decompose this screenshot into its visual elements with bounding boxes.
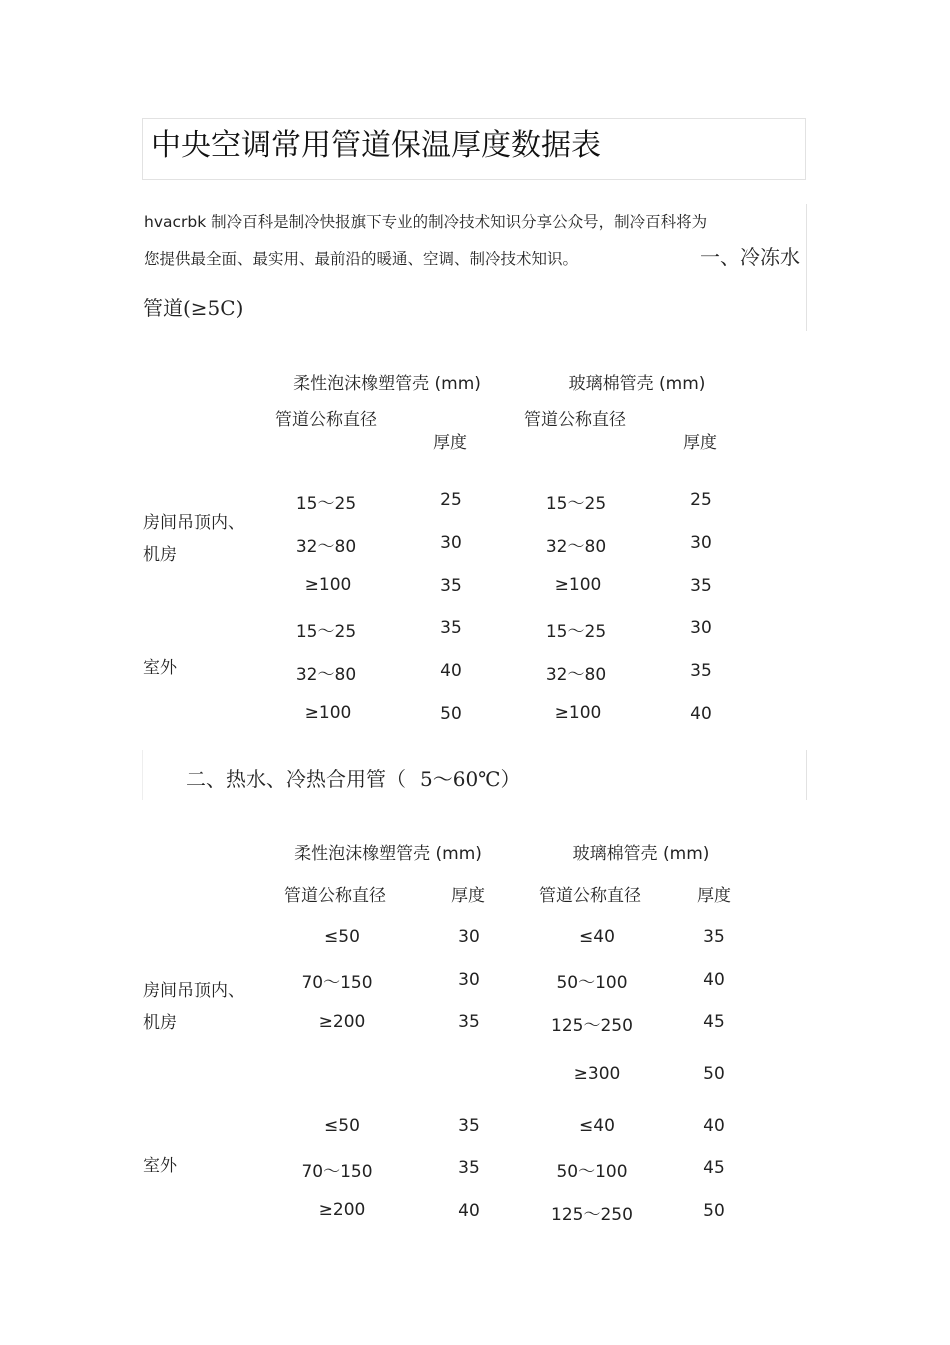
material-b-header: 玻璃棉管壳 (mm): [568, 374, 706, 394]
col-diameter-a: 管道公称直径: [275, 410, 377, 430]
location-label: 室外: [143, 1156, 177, 1176]
material-b-header: 玻璃棉管壳 (mm): [572, 844, 710, 864]
material-a-header: 柔性泡沫橡塑管壳 (mm): [294, 844, 482, 864]
intro-line-1: hvacrbk 制冷百科是制冷快报旗下专业的制冷技术知识分享公众号，制冷百科将为: [144, 213, 708, 231]
col-thickness-a: 厚度: [451, 886, 485, 906]
location-label: 房间吊顶内、 机房: [143, 513, 245, 565]
col-thickness-b: 厚度: [683, 433, 717, 453]
section1-heading: 一、冷冻水: [700, 245, 800, 269]
location-label: 房间吊顶内、 机房: [143, 981, 245, 1033]
col-thickness-a: 厚度: [433, 433, 467, 453]
col-diameter-a: 管道公称直径: [284, 886, 386, 906]
col-thickness-b: 厚度: [697, 886, 731, 906]
page-title: 中央空调常用管道保温厚度数据表: [151, 128, 601, 163]
col-diameter-b: 管道公称直径: [539, 886, 641, 906]
title-box: [142, 118, 806, 180]
section2-heading: 二、热水、冷热合用管（ 5～60℃）: [186, 767, 521, 791]
section1-heading-cont: 管道(≥5C): [143, 296, 244, 320]
intro-line-2: 您提供最全面、最实用、最前沿的暖通、空调、制冷技术知识。: [144, 250, 579, 268]
location-label: 室外: [143, 658, 177, 678]
col-diameter-b: 管道公称直径: [524, 410, 626, 430]
material-a-header: 柔性泡沫橡塑管壳 (mm): [293, 374, 481, 394]
